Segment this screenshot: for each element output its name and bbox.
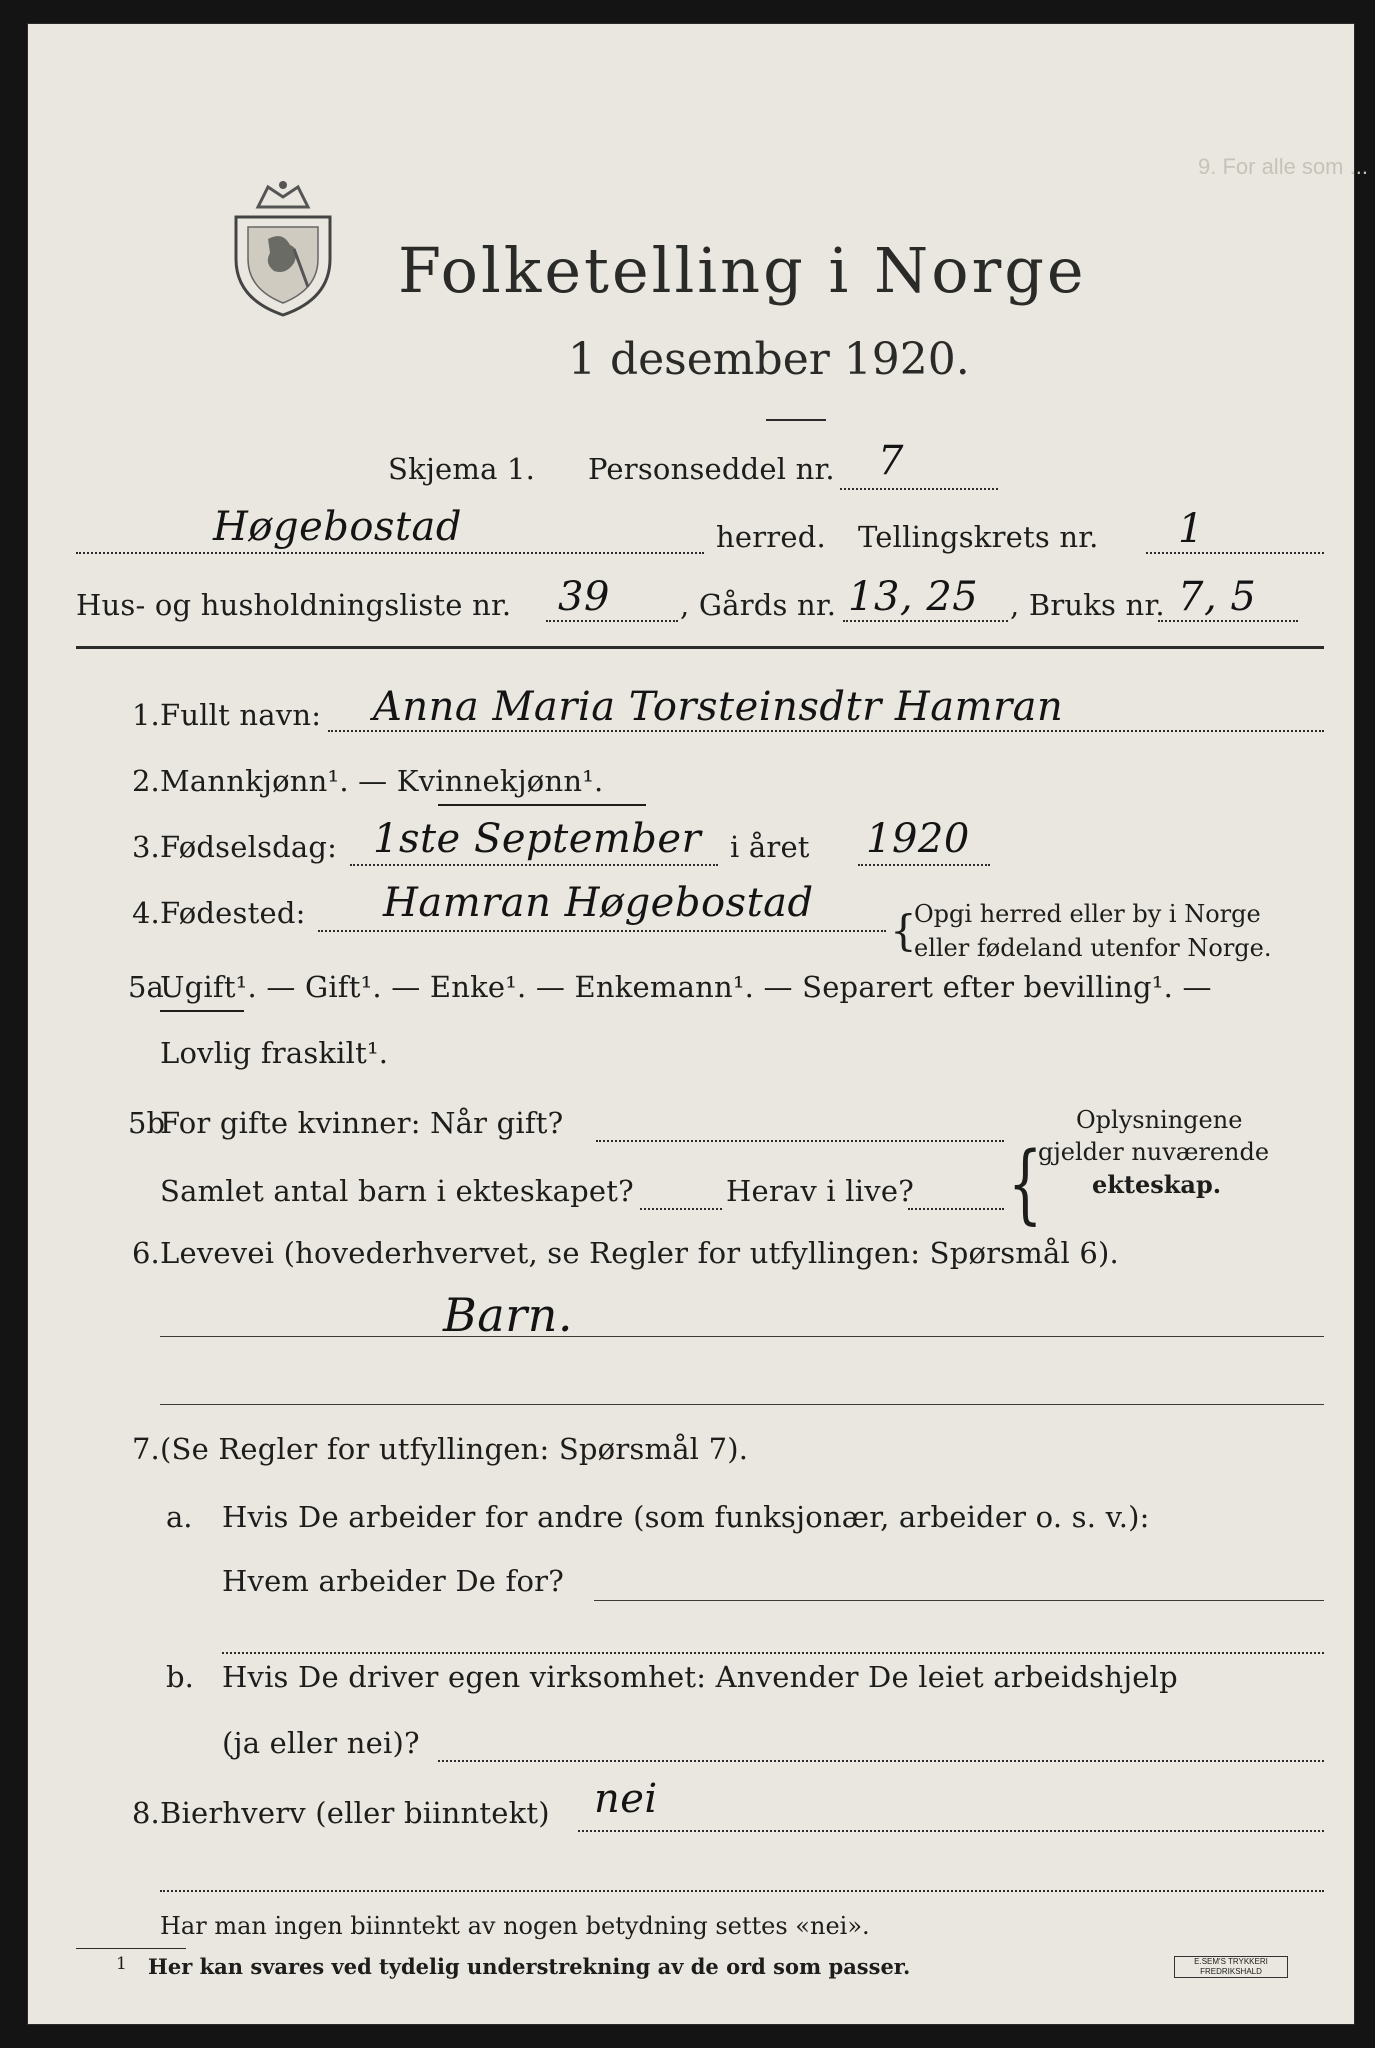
title-divider — [766, 419, 826, 421]
header-separator — [76, 646, 1324, 649]
q5b-married-line — [596, 1140, 1004, 1142]
bruks-label: , Bruks nr. — [1010, 588, 1165, 622]
q1-number: 1. — [132, 698, 160, 732]
printer-stamp: E.SEM'S TRYKKERI FREDRIKSHALD — [1174, 1956, 1288, 1978]
herred-label: herred. — [716, 520, 826, 554]
form-date: 1 desember 1920. — [568, 334, 970, 385]
tellingskrets-value: 1 — [1178, 506, 1204, 552]
q7b-label-2: (ja eller nei)? — [222, 1726, 420, 1760]
q3-label: Fødselsdag: — [160, 830, 338, 864]
personseddel-line — [840, 488, 998, 490]
schema-label: Skjema 1. — [388, 452, 536, 486]
q7b-number: b. — [166, 1660, 194, 1694]
q1-label: Fullt navn: — [160, 698, 322, 732]
q5b-label-2: Samlet antal barn i ekteskapet? — [160, 1174, 634, 1208]
q6-label: Levevei (hovederhvervet, se Regler for utfyllingen: Spørsmål 6). — [160, 1236, 1119, 1270]
q5b-number: 5b — [128, 1106, 166, 1140]
herred-value: Høgebostad — [213, 504, 462, 550]
q7a-label: Hvis De arbeider for andre (som funksjonær, arbeider o. s. v.): — [222, 1500, 1150, 1534]
footnote-mark: 1 — [116, 1954, 127, 1974]
form-title: Folketelling i Norge — [398, 234, 1087, 307]
personseddel-label: Personseddel nr. — [588, 452, 835, 486]
gards-line — [843, 620, 1008, 622]
q4-note-2: eller fødeland utenfor Norge. — [914, 934, 1272, 962]
q5b-note-2: gjelder nuværende — [1038, 1138, 1270, 1166]
q1-line — [328, 730, 1324, 732]
footnote-divider — [76, 1948, 186, 1949]
q5b-alive-line — [908, 1208, 1004, 1210]
q3-year-value: 1920 — [866, 816, 970, 862]
q5b-note-1: Oplysningene — [1076, 1106, 1243, 1134]
q4-value: Hamran Høgebostad — [383, 880, 814, 926]
hus-value: 39 — [558, 574, 610, 620]
q6-value: Barn. — [443, 1288, 573, 1342]
q8-value: nei — [594, 1776, 658, 1822]
coat-of-arms-icon — [228, 179, 338, 319]
personseddel-value: 7 — [878, 438, 904, 484]
q5b-note-3: ekteskap. — [1092, 1170, 1222, 1199]
q7b-label: Hvis De driver egen virksomhet: Anvender De leiet arbeidshjelp — [222, 1660, 1178, 1694]
tellingskrets-label: Tellingskrets nr. — [858, 520, 1099, 554]
q7b-line — [438, 1760, 1324, 1762]
bruks-line — [1158, 620, 1298, 622]
q5a-label: Ugift¹. — Gift¹. — Enke¹. — Enkemann¹. — Separert efter bevilling¹. — — [160, 970, 1212, 1004]
q4-note-1: Opgi herred eller by i Norge — [914, 900, 1261, 928]
q7-number: 7. — [132, 1432, 160, 1466]
gards-value: 13, 25 — [848, 574, 979, 620]
q5b-brace: { — [1008, 1132, 1043, 1234]
q5b-children-line — [640, 1208, 722, 1210]
q3-year-line — [858, 864, 990, 866]
bruks-value: 7, 5 — [1178, 574, 1257, 620]
q7a-line-2 — [222, 1652, 1324, 1654]
q5b-label: For gifte kvinner: Når gift? — [160, 1106, 564, 1140]
q6-line-2 — [160, 1404, 1324, 1405]
q8-line-2 — [160, 1890, 1324, 1892]
q2-label: Mannkjønn¹. — Kvinnekjønn¹. — [160, 764, 604, 798]
hus-line — [546, 620, 678, 622]
q6-line-1 — [160, 1336, 1324, 1337]
bleed-through-text: 9. For alle som ... — [1198, 154, 1368, 179]
q4-brace: { — [890, 906, 917, 955]
tellingskrets-line — [1146, 552, 1324, 554]
q3-value: 1ste September — [373, 816, 702, 862]
herred-line — [76, 552, 704, 554]
q3-year-label: i året — [730, 830, 810, 864]
q7a-line-1 — [594, 1600, 1324, 1601]
census-form-page — [28, 24, 1368, 2024]
footer-note: Har man ingen biinntekt av nogen betydning settes «nei». — [160, 1912, 870, 1940]
hus-label: Hus- og husholdningsliste nr. — [76, 588, 512, 622]
gards-label: , Gårds nr. — [680, 588, 837, 622]
q2-number: 2. — [132, 764, 160, 798]
footnote-text: Her kan svares ved tydelig understrekning av de ord som passer. — [148, 1954, 911, 1979]
q5a-label-2: Lovlig fraskilt¹. — [160, 1036, 389, 1070]
q8-line — [578, 1830, 1324, 1832]
q8-label: Bierhverv (eller biinntekt) — [160, 1796, 550, 1830]
q7-label: (Se Regler for utfyllingen: Spørsmål 7). — [160, 1432, 749, 1466]
q6-number: 6. — [132, 1236, 160, 1270]
q8-number: 8. — [132, 1796, 160, 1830]
q4-number: 4. — [132, 896, 160, 930]
q4-line — [318, 930, 886, 932]
q5b-label-3: Herav i live? — [726, 1174, 914, 1208]
q3-number: 3. — [132, 830, 160, 864]
q5a-number: 5a — [128, 970, 164, 1004]
q5a-underline-answer — [160, 1010, 244, 1012]
q7a-label-2: Hvem arbeider De for? — [222, 1564, 564, 1598]
q2-underline-answer — [438, 804, 646, 806]
q3-line — [350, 864, 718, 866]
q7a-number: a. — [166, 1500, 193, 1534]
q1-value: Anna Maria Torsteinsdtr Hamran — [373, 684, 1064, 730]
q4-label: Fødested: — [160, 896, 306, 930]
